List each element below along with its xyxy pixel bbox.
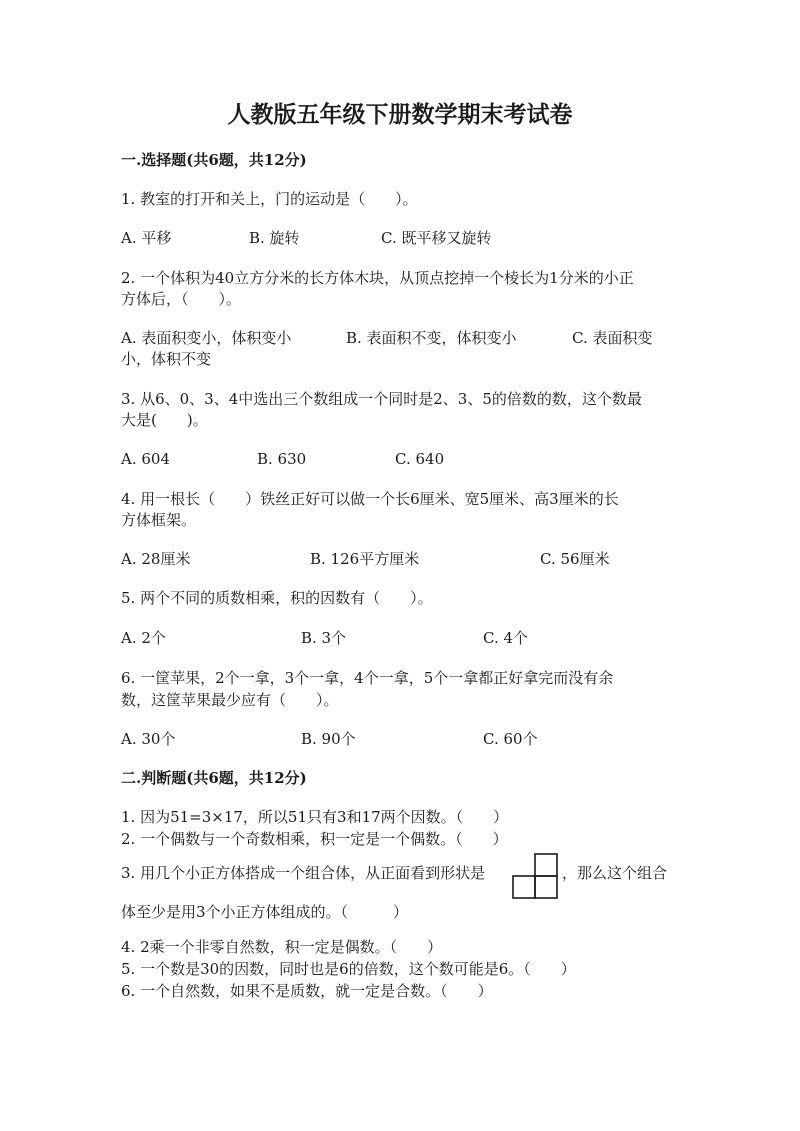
section-heading-choice: 一.选择题(共6题，共12分) [121, 151, 307, 169]
judge-question-4: 4. 2乘一个非零自然数，积一定是偶数。（ ） [121, 938, 443, 956]
question-3-option-b: B. 630 [257, 450, 307, 468]
question-5-option-b: B. 3个 [301, 629, 347, 647]
question-5-text: 5. 两个不同的质数相乘，积的因数有（ ）。 [121, 589, 433, 607]
judge-question-5: 5. 一个数是30的因数，同时也是6的倍数，这个数可能是6。（ ） [121, 960, 576, 978]
judge-question-1: 1. 因为51=3×17，所以51只有3和17两个因数。（ ） [121, 808, 509, 826]
question-4-line-1: 4. 用一根长（ ）铁丝正好可以做一个长6厘米、宽5厘米、高3厘米的长 [121, 490, 619, 508]
judge-question-3-part-1: 3. 用几个小正方体搭成一个组合体，从正面看到形状是 [121, 864, 486, 882]
judge-question-3-part-3: 体至少是用3个小正方体组成的。（ ） [121, 903, 409, 921]
cube-front-view-figure [509, 852, 561, 900]
question-6-line-1: 6. 一筐苹果，2个一拿，3个一拿，4个一拿，5个一拿都正好拿完而没有余 [121, 669, 614, 687]
question-1-text: 1. 教室的打开和关上，门的运动是（ ）。 [121, 190, 418, 208]
cube-bottom-right [535, 876, 557, 898]
question-1-option-a: A. 平移 [121, 229, 172, 247]
question-2-option-b: B. 表面积不变，体积变小 [346, 329, 517, 347]
question-4-line-2: 方体框架。 [121, 511, 197, 529]
cube-top [535, 854, 557, 876]
question-6-line-2: 数，这筐苹果最少应有（ ）。 [121, 691, 339, 709]
question-4-option-a: A. 28厘米 [121, 550, 191, 568]
question-5-option-a: A. 2个 [121, 629, 166, 647]
question-4-option-c: C. 56厘米 [540, 550, 610, 568]
section-heading-judgement: 二.判断题(共6题，共12分) [121, 769, 307, 787]
question-4-option-b: B. 126平方厘米 [310, 550, 420, 568]
question-3-line-1: 3. 从6、0、3、4中选出三个数组成一个同时是2、3、5的倍数的数，这个数最 [121, 390, 642, 408]
page-title: 人教版五年级下册数学期末考试卷 [227, 101, 573, 128]
judge-question-6: 6. 一个自然数，如果不是质数，就一定是合数。（ ） [121, 982, 493, 1000]
judge-question-2: 2. 一个偶数与一个奇数相乘，积一定是一个偶数。（ ） [121, 830, 508, 848]
question-2-option-c: C. 表面积变 [572, 329, 653, 347]
question-6-option-b: B. 90个 [301, 730, 356, 748]
question-3-option-a: A. 604 [121, 450, 170, 468]
cube-bottom-left [513, 876, 535, 898]
judge-question-3-part-2: ，那么这个组合 [562, 864, 668, 882]
question-3-line-2: 大是( )。 [121, 411, 208, 429]
question-2-line-1: 2. 一个体积为40立方分米的长方体木块，从顶点挖掉一个棱长为1分米的小正 [121, 269, 634, 287]
question-2-line-2: 方体后，（ ）。 [121, 290, 242, 308]
question-2-option-a: A. 表面积变小，体积变小 [121, 329, 292, 347]
question-6-option-c: C. 60个 [483, 730, 538, 748]
question-2-option-c-wrap: 小，体积不变 [121, 350, 212, 368]
question-3-option-c: C. 640 [395, 450, 445, 468]
question-1-option-c: C. 既平移又旋转 [381, 229, 492, 247]
question-1-option-b: B. 旋转 [249, 229, 300, 247]
question-5-option-c: C. 4个 [483, 629, 529, 647]
question-6-option-a: A. 30个 [121, 730, 176, 748]
